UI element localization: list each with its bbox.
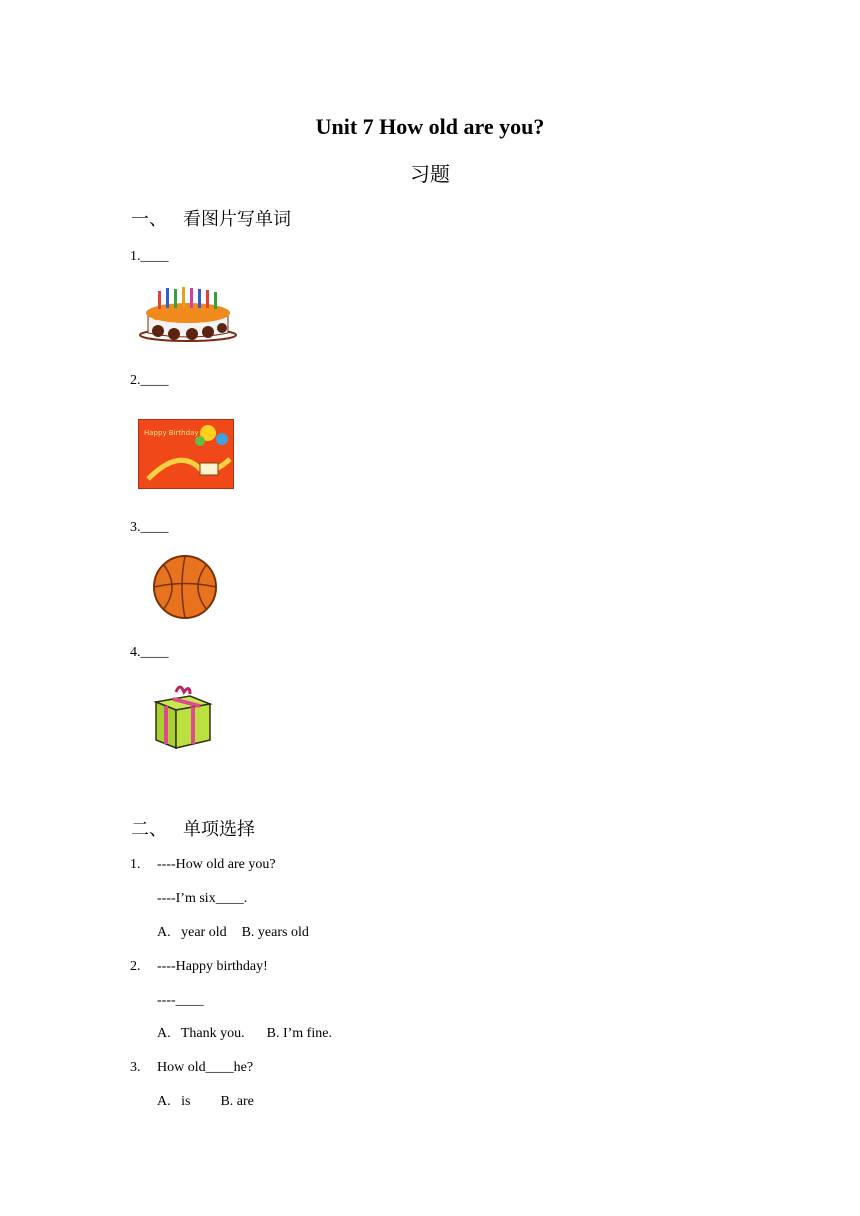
section-2-heading — [131, 815, 255, 841]
page-title: Unit 7 How old are you? — [315, 114, 545, 139]
question-1-line-1: ----How old are you? — [157, 857, 276, 872]
question-1-option-b: B. years old — [241, 925, 309, 940]
question-3-option-a: A. is — [157, 1094, 191, 1109]
question-2-options — [157, 1026, 332, 1042]
section-1-number: 一、 — [131, 209, 167, 230]
question-1-option-a: A. year old — [157, 925, 227, 940]
picture-item-4-label: 4.____ — [130, 645, 169, 660]
question-3-options — [157, 1094, 254, 1110]
birthday-cake-icon — [136, 277, 242, 357]
question-1-options — [157, 925, 309, 941]
picture-item-3-label: 3.____ — [130, 520, 169, 535]
section-1-title: 看图片写单词 — [183, 209, 291, 230]
question-3-option-b: B. are — [220, 1094, 254, 1109]
page-subtitle: 习题 — [410, 162, 450, 186]
question-1-number: 1. — [130, 857, 141, 872]
picture-item-2-label: 2.____ — [130, 373, 169, 388]
question-1-line-2: ----I’m six____. — [157, 891, 248, 906]
card-greeting-text: Happy Birthday — [144, 429, 199, 437]
question-2-line-1: ----Happy birthday! — [157, 959, 268, 974]
question-3-line-1: How old____he? — [157, 1060, 254, 1075]
section-2-number: 二、 — [131, 819, 167, 840]
section-1-heading — [131, 205, 291, 231]
question-3-number: 3. — [130, 1060, 141, 1075]
birthday-card-icon — [138, 419, 234, 489]
question-2-number: 2. — [130, 959, 141, 974]
basketball-icon — [151, 554, 219, 620]
section-2-title: 单项选择 — [183, 819, 255, 840]
picture-item-1-label: 1.____ — [130, 249, 169, 264]
question-2-option-b: B. I’m fine. — [266, 1026, 332, 1041]
gift-box-icon — [150, 682, 216, 752]
question-2-line-2: ----____ — [157, 993, 204, 1008]
question-2-option-a: A. Thank you. — [157, 1026, 245, 1041]
